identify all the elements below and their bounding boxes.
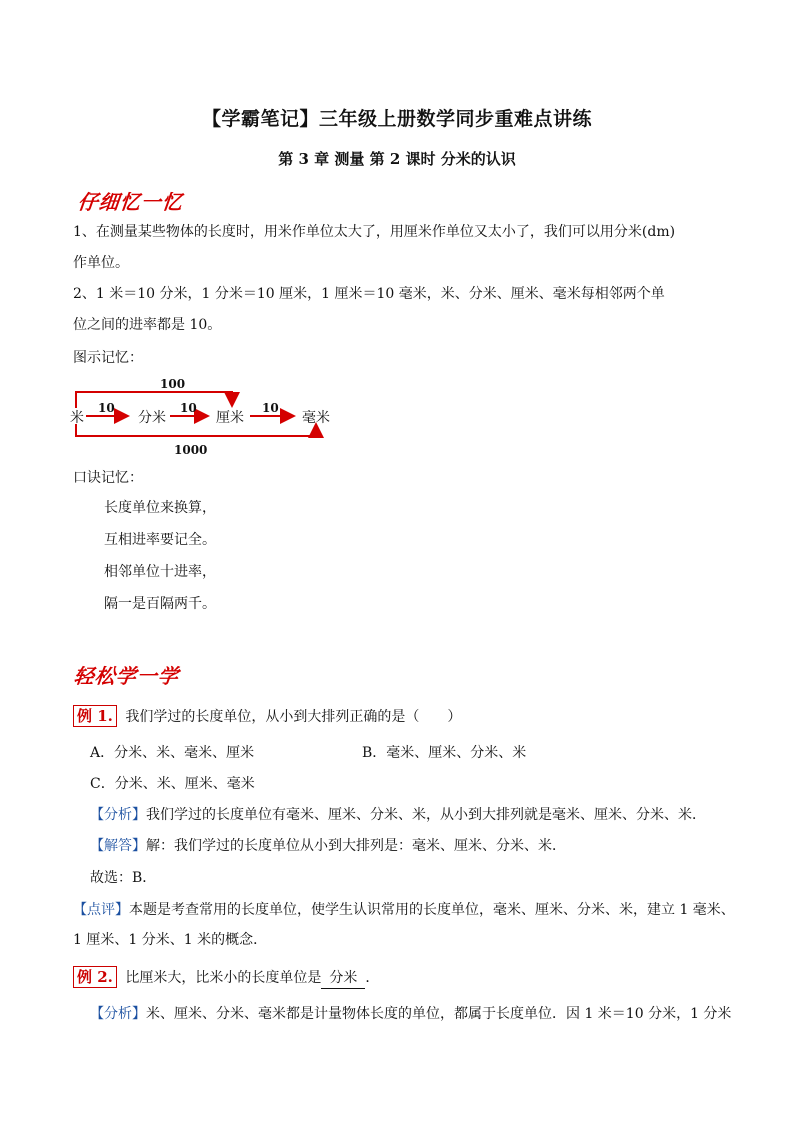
example-2-question-row — [73, 966, 379, 989]
rhyme-line: 互相进率要记全。 — [104, 532, 216, 548]
rhyme-line: 隔一是百隔两千。 — [104, 596, 216, 612]
answer-tag: 【解答】 — [90, 838, 146, 854]
step-label-3: 10 — [262, 401, 279, 415]
arc-1000-arrow — [76, 424, 316, 436]
unit-meter: 米 — [70, 410, 84, 426]
example-2-answer-blank: 分米 — [321, 968, 365, 989]
example-1-answer — [90, 836, 566, 856]
example-2-question-pre: 比厘米大，比米小的长度单位是 — [125, 970, 322, 986]
example-1-option-c: C．分米、米、厘米、毫米 — [90, 776, 255, 792]
arc-label-100: 100 — [160, 377, 186, 391]
comment-text: 本题是考查常用的长度单位，使学生认识常用的长度单位，毫米、厘米、分米、米，建立 1 毫米、 — [129, 902, 735, 918]
section-heading-review: 仔细忆一忆 — [76, 190, 185, 214]
rhyme-line: 相邻单位十进率， — [104, 564, 216, 580]
arc-label-1000: 1000 — [174, 443, 208, 457]
answer-text: 解：我们学过的长度单位从小到大排列是：毫米、厘米、分米、米． — [146, 838, 566, 854]
example-1-label: 例 1. — [73, 705, 117, 727]
example-1-question: 我们学过的长度单位，从小到大排列正确的是（ ） — [125, 709, 462, 725]
example-1-option-b: B．毫米、厘米、分米、米 — [362, 745, 527, 761]
example-1-question-row — [73, 705, 461, 727]
analysis-text: 米、厘米、分米、毫米都是计量物体长度的单位，都属于长度单位．因 1 米＝10 分米，1 分米 — [146, 1006, 732, 1022]
example-2-question-post: ． — [365, 970, 380, 986]
analysis-text: 我们学过的长度单位有毫米、厘米、分米、米，从小到大排列就是毫米、厘米、分米、米． — [146, 807, 706, 823]
example-2-analysis — [90, 1004, 731, 1024]
unit-centimeter: 厘米 — [216, 410, 244, 426]
diagram-label: 图示记忆： — [73, 350, 143, 366]
unit-millimeter: 毫米 — [302, 410, 330, 426]
example-2-label: 例 2. — [73, 966, 117, 988]
point-1-line-1: 1、在测量某些物体的长度时，用米作单位太大了，用厘米作单位又太小了，我们可以用分米(dm) — [73, 224, 676, 240]
point-1-line-2: 作单位。 — [73, 255, 129, 271]
point-2-line-1: 2、1 米＝10 分米，1 分米＝10 厘米，1 厘米＝10 毫米，米、分米、厘米、毫米每相邻两个单 — [73, 286, 665, 302]
section-heading-learn: 轻松学一学 — [72, 664, 181, 688]
rhyme-line: 长度单位来换算， — [104, 500, 216, 516]
example-1-option-a: A．分米、米、毫米、厘米 — [90, 745, 255, 761]
page-subtitle: 第 3 章 测量 第 2 课时 分米的认识 — [278, 150, 516, 168]
analysis-tag: 【分析】 — [90, 807, 146, 823]
example-1-choice: 故选：B． — [90, 870, 157, 886]
page-title: 【学霸笔记】三年级上册数学同步重难点讲练 — [201, 108, 592, 130]
unit-decimeter: 分米 — [138, 410, 166, 426]
example-1-comment-line-2: 1 厘米、1 分米、1 米的概念． — [73, 932, 268, 948]
example-1-comment-line-1 — [73, 900, 735, 920]
analysis-tag: 【分析】 — [90, 1006, 146, 1022]
comment-tag: 【点评】 — [73, 902, 129, 918]
point-2-line-2: 位之间的进率都是 10。 — [73, 317, 222, 333]
step-label-2: 10 — [180, 401, 197, 415]
rhyme-label: 口诀记忆： — [73, 470, 143, 486]
unit-conversion-diagram — [66, 372, 346, 462]
example-1-analysis — [90, 805, 706, 825]
step-label-1: 10 — [98, 401, 115, 415]
